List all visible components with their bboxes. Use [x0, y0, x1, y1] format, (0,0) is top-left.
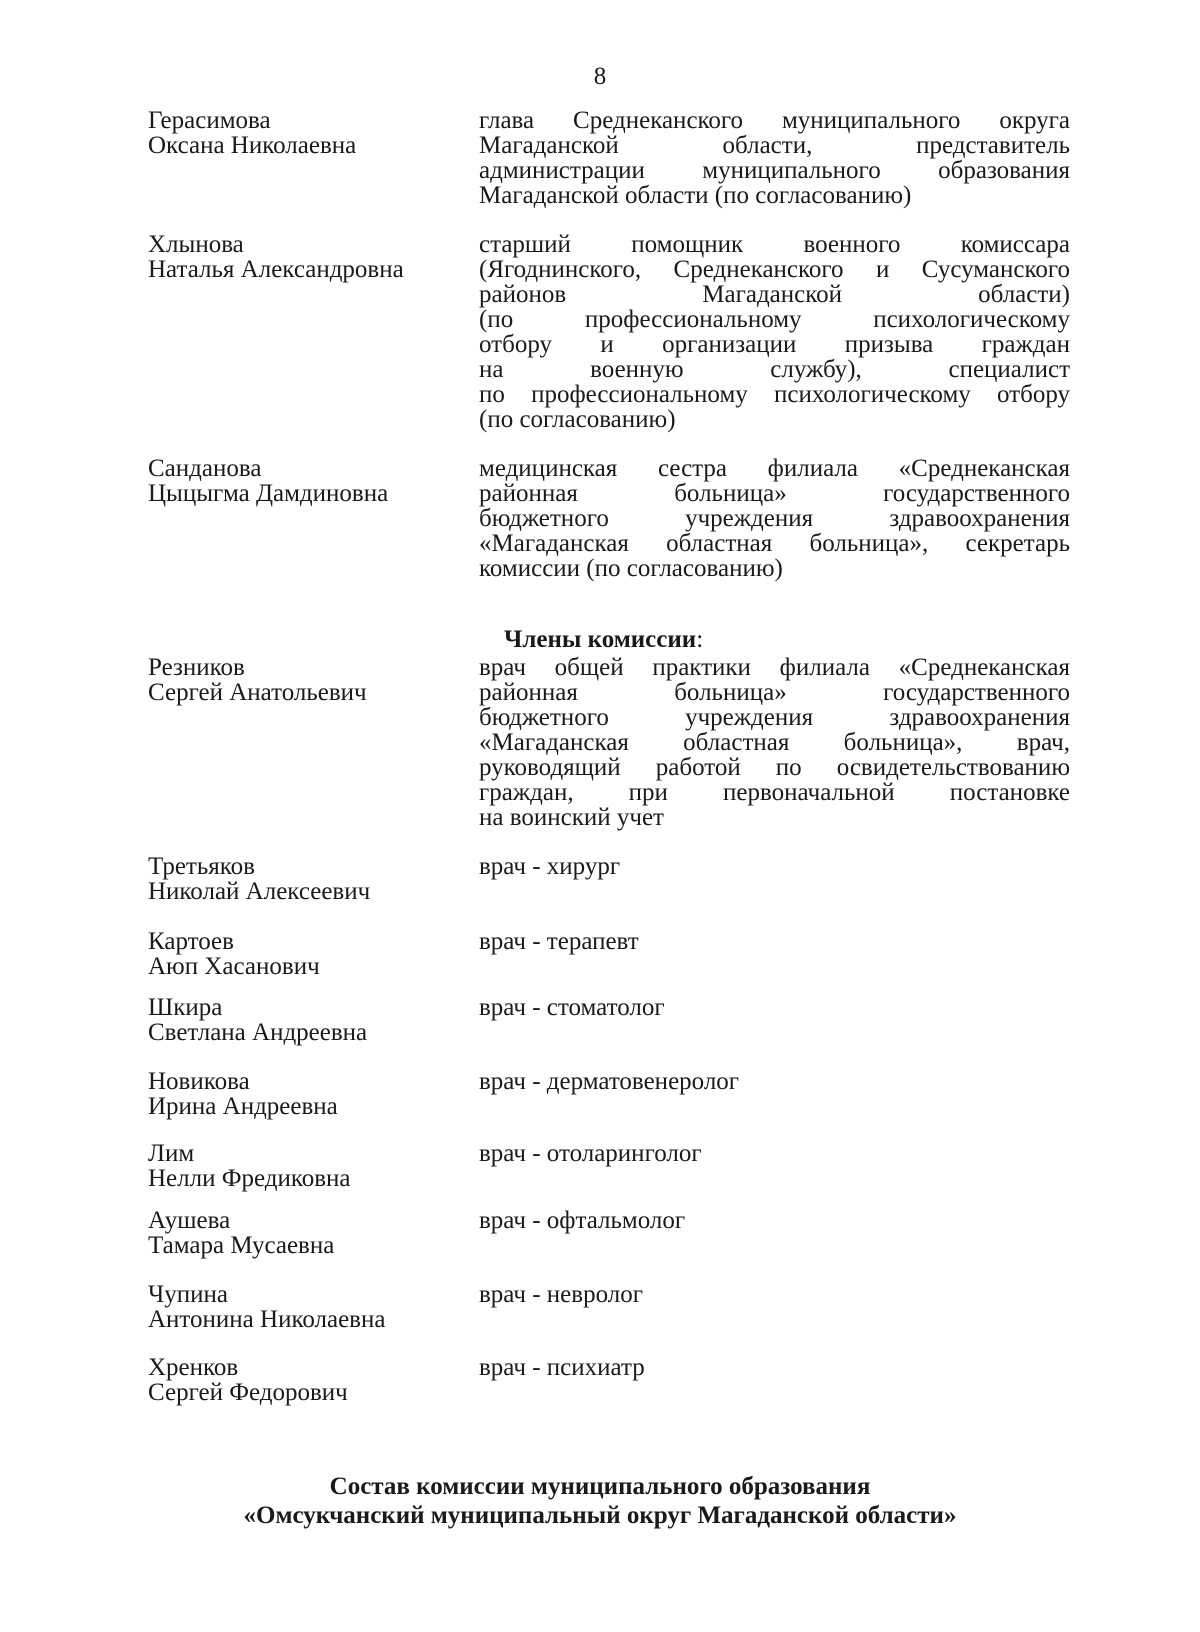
- surname: Чупина: [148, 1281, 228, 1308]
- role-line: отбору и организации призыва граждан: [479, 331, 1070, 358]
- role-line: врач - стоматолог: [479, 994, 665, 1021]
- given-names: Антонина Николаевна: [148, 1306, 386, 1333]
- person-name: [148, 1141, 468, 1191]
- role-line: районная больница» государственного: [479, 480, 1070, 507]
- role-line: бюджетного учреждения здравоохранения: [479, 704, 1070, 731]
- surname: Картоев: [148, 928, 234, 955]
- role-line: по профессиональному психологическому отбору: [479, 381, 1070, 408]
- section-title-line: Состав комиссии муниципального образования: [329, 1473, 871, 1500]
- surname: Хренков: [148, 1354, 239, 1381]
- given-names: Наталья Александровна: [148, 256, 404, 283]
- surname: Третьяков: [148, 853, 255, 880]
- given-names: Светлана Андреевна: [148, 1019, 368, 1046]
- role-line: врач - хирург: [479, 853, 621, 880]
- role-line: врач - терапевт: [479, 928, 639, 955]
- role-line: на воинский учет: [479, 804, 664, 831]
- given-names: Нелли Фредиковна: [148, 1165, 351, 1192]
- person-role: [479, 108, 1070, 208]
- page-number: 8: [593, 63, 607, 90]
- role-line: руководящий работой по освидетельствованию: [479, 754, 1070, 781]
- role-line: районов Магаданской области): [479, 281, 1070, 308]
- given-names: Тамара Мусаевна: [148, 1232, 335, 1259]
- members-heading-colon: :: [696, 626, 704, 653]
- surname: Шкира: [148, 994, 223, 1021]
- role-line: Магаданской области (по согласованию): [479, 182, 912, 209]
- given-names: Сергей Анатольевич: [148, 679, 367, 706]
- role-line: «Магаданская областная больница», врач,: [479, 729, 1070, 756]
- given-names: Николай Алексеевич: [148, 878, 371, 905]
- person-role: [479, 232, 1070, 432]
- members-heading: [504, 625, 703, 655]
- role-line: врач - офтальмолог: [479, 1207, 686, 1234]
- role-line: Магаданской области, представитель: [479, 132, 1070, 159]
- given-names: Ирина Андреевна: [148, 1093, 338, 1120]
- person-role: [479, 929, 1070, 954]
- surname: Резников: [148, 654, 245, 681]
- person-role: [479, 854, 1070, 879]
- person-role: [479, 655, 1070, 830]
- role-line: (по профессиональному психологическому: [479, 306, 1070, 333]
- given-names: Сергей Федорович: [148, 1379, 348, 1406]
- role-line: бюджетного учреждения здравоохранения: [479, 505, 1070, 532]
- given-names: Аюп Хасанович: [148, 953, 320, 980]
- person-name: [148, 854, 468, 904]
- role-line: (Ягоднинского, Среднеканского и Сусуманского: [479, 256, 1070, 283]
- role-line: граждан, при первоначальной постановке: [479, 779, 1070, 806]
- role-line: комиссии (по согласованию): [479, 555, 783, 582]
- person-name: [148, 1355, 468, 1405]
- role-line: «Магаданская областная больница», секретарь: [479, 530, 1070, 557]
- surname: Лим: [148, 1140, 195, 1167]
- surname: Герасимова: [148, 107, 271, 134]
- role-line: старший помощник военного комиссара: [479, 231, 1070, 258]
- section-title-omsukchan-commission: [0, 1472, 1200, 1530]
- surname: Санданова: [148, 455, 262, 482]
- surname: Новикова: [148, 1068, 250, 1095]
- person-name: [148, 1282, 468, 1332]
- role-line: на военную службу), специалист: [479, 356, 1070, 383]
- role-line: районная больница» государственного: [479, 679, 1070, 706]
- role-line: врач - отоларинголог: [479, 1140, 702, 1167]
- person-name: [148, 108, 468, 158]
- person-role: [479, 1141, 1070, 1166]
- person-role: [479, 995, 1070, 1020]
- person-name: [148, 456, 468, 506]
- person-role: [479, 1355, 1070, 1380]
- members-heading-text: Члены комиссии: [504, 626, 697, 653]
- role-line: медицинская сестра филиала «Среднеканская: [479, 455, 1070, 482]
- person-name: [148, 1208, 468, 1258]
- person-name: [148, 1069, 468, 1119]
- given-names: Цыцыгма Дамдиновна: [148, 480, 389, 507]
- surname: Аушева: [148, 1207, 231, 1234]
- role-line: врач - дерматовенеролог: [479, 1068, 740, 1095]
- surname: Хлынова: [148, 231, 244, 258]
- role-line: врач - невролог: [479, 1281, 643, 1308]
- person-role: [479, 1208, 1070, 1233]
- role-line: врач - психиатр: [479, 1354, 645, 1381]
- role-line: глава Среднеканского муниципального округа: [479, 107, 1070, 134]
- role-line: (по согласованию): [479, 406, 676, 433]
- person-name: [148, 232, 468, 282]
- given-names: Оксана Николаевна: [148, 132, 357, 159]
- section-title-line: «Омсукчанский муниципальный округ Магаданской области»: [243, 1502, 957, 1529]
- person-name: [148, 929, 468, 979]
- person-name: [148, 655, 468, 705]
- role-line: врач общей практики филиала «Среднеканская: [479, 654, 1070, 681]
- person-role: [479, 1069, 1070, 1094]
- person-role: [479, 456, 1070, 581]
- person-role: [479, 1282, 1070, 1307]
- role-line: администрации муниципального образования: [479, 157, 1070, 184]
- person-name: [148, 995, 468, 1045]
